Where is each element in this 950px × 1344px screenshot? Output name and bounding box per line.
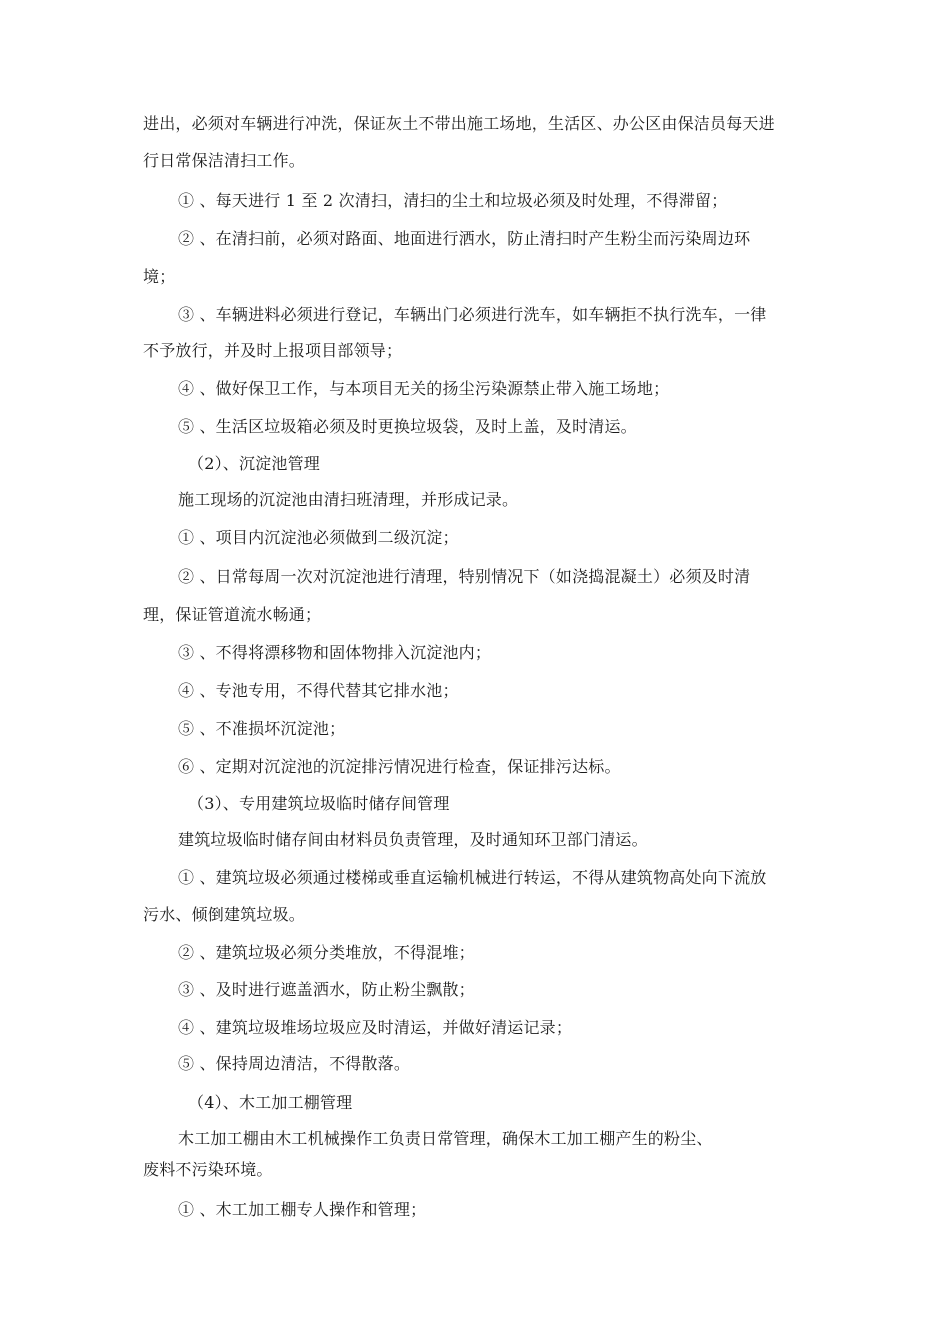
list-item-line: ④ 、建筑垃圾堆场垃圾应及时清运，并做好清运记录； bbox=[178, 1018, 573, 1037]
list-item-line: 境； bbox=[143, 267, 176, 286]
paragraph-line: 进出，必须对车辆进行冲洗，保证灰土不带出施工场地，生活区、办公区由保洁员每天进 bbox=[143, 114, 775, 133]
list-item-line: ① 、木工加工棚专人操作和管理； bbox=[178, 1200, 427, 1219]
list-item-line: ① 、项目内沉淀池必须做到二级沉淀； bbox=[178, 528, 459, 547]
section-heading: （4）、木工加工棚管理 bbox=[188, 1093, 353, 1112]
paragraph-line: 行日常保洁清扫工作。 bbox=[143, 151, 306, 170]
list-item-line: ③ 、车辆进料必须进行登记，车辆出门必须进行洗车，如车辆拒不执行洗车，一律 bbox=[178, 305, 767, 324]
list-item-line: ④ 、做好保卫工作，与本项目无关的扬尘污染源禁止带入施工场地； bbox=[178, 379, 670, 398]
list-item-line: ① 、建筑垃圾必须通过楼梯或垂直运输机械进行转运，不得从建筑物高处向下流放 bbox=[178, 868, 767, 887]
list-item-line: ⑥ 、定期对沉淀池的沉淀排污情况进行检查，保证排污达标。 bbox=[178, 757, 621, 776]
section-heading: （3）、专用建筑垃圾临时储存间管理 bbox=[188, 794, 450, 813]
list-item-line: ④ 、专池专用，不得代替其它排水池； bbox=[178, 681, 459, 700]
section-heading: （2）、沉淀池管理 bbox=[188, 454, 320, 473]
list-item-line: ① 、每天进行 1 至 2 次清扫，清扫的尘土和垃圾必须及时处理，不得滞留； bbox=[178, 191, 728, 210]
list-item-line: ② 、在清扫前，必须对路面、地面进行洒水，防止清扫时产生粉尘而污染周边环 bbox=[178, 229, 751, 248]
paragraph-line: 建筑垃圾临时储存间由材料员负责管理，及时通知环卫部门清运。 bbox=[178, 830, 648, 849]
list-item-line: ③ 、不得将漂移物和固体物排入沉淀池内； bbox=[178, 643, 492, 662]
paragraph-line: 废料不污染环境。 bbox=[143, 1160, 273, 1179]
paragraph-line: 木工加工棚由木工机械操作工负责日常管理，确保木工加工棚产生的粉尘、 bbox=[178, 1129, 713, 1148]
list-item-line: ⑤ 、不准损坏沉淀池； bbox=[178, 719, 346, 738]
list-item-line: 污水、倾倒建筑垃圾。 bbox=[143, 905, 306, 924]
list-item-line: 理，保证管道流水畅通； bbox=[143, 605, 322, 624]
list-item-line: ⑤ 、保持周边清洁，不得散落。 bbox=[178, 1054, 411, 1073]
list-item-line: ② 、日常每周一次对沉淀池进行清理，特别情况下（如浇捣混凝土）必须及时清 bbox=[178, 567, 751, 586]
list-item-line: ⑤ 、生活区垃圾箱必须及时更换垃圾袋，及时上盖，及时清运。 bbox=[178, 417, 637, 436]
list-item-line: 不予放行，并及时上报项目部领导； bbox=[143, 341, 403, 360]
paragraph-line: 施工现场的沉淀池由清扫班清理，并形成记录。 bbox=[178, 490, 519, 509]
list-item-line: ② 、建筑垃圾必须分类堆放，不得混堆； bbox=[178, 943, 475, 962]
list-item-line: ③ 、及时进行遮盖洒水，防止粉尘飘散； bbox=[178, 980, 475, 999]
